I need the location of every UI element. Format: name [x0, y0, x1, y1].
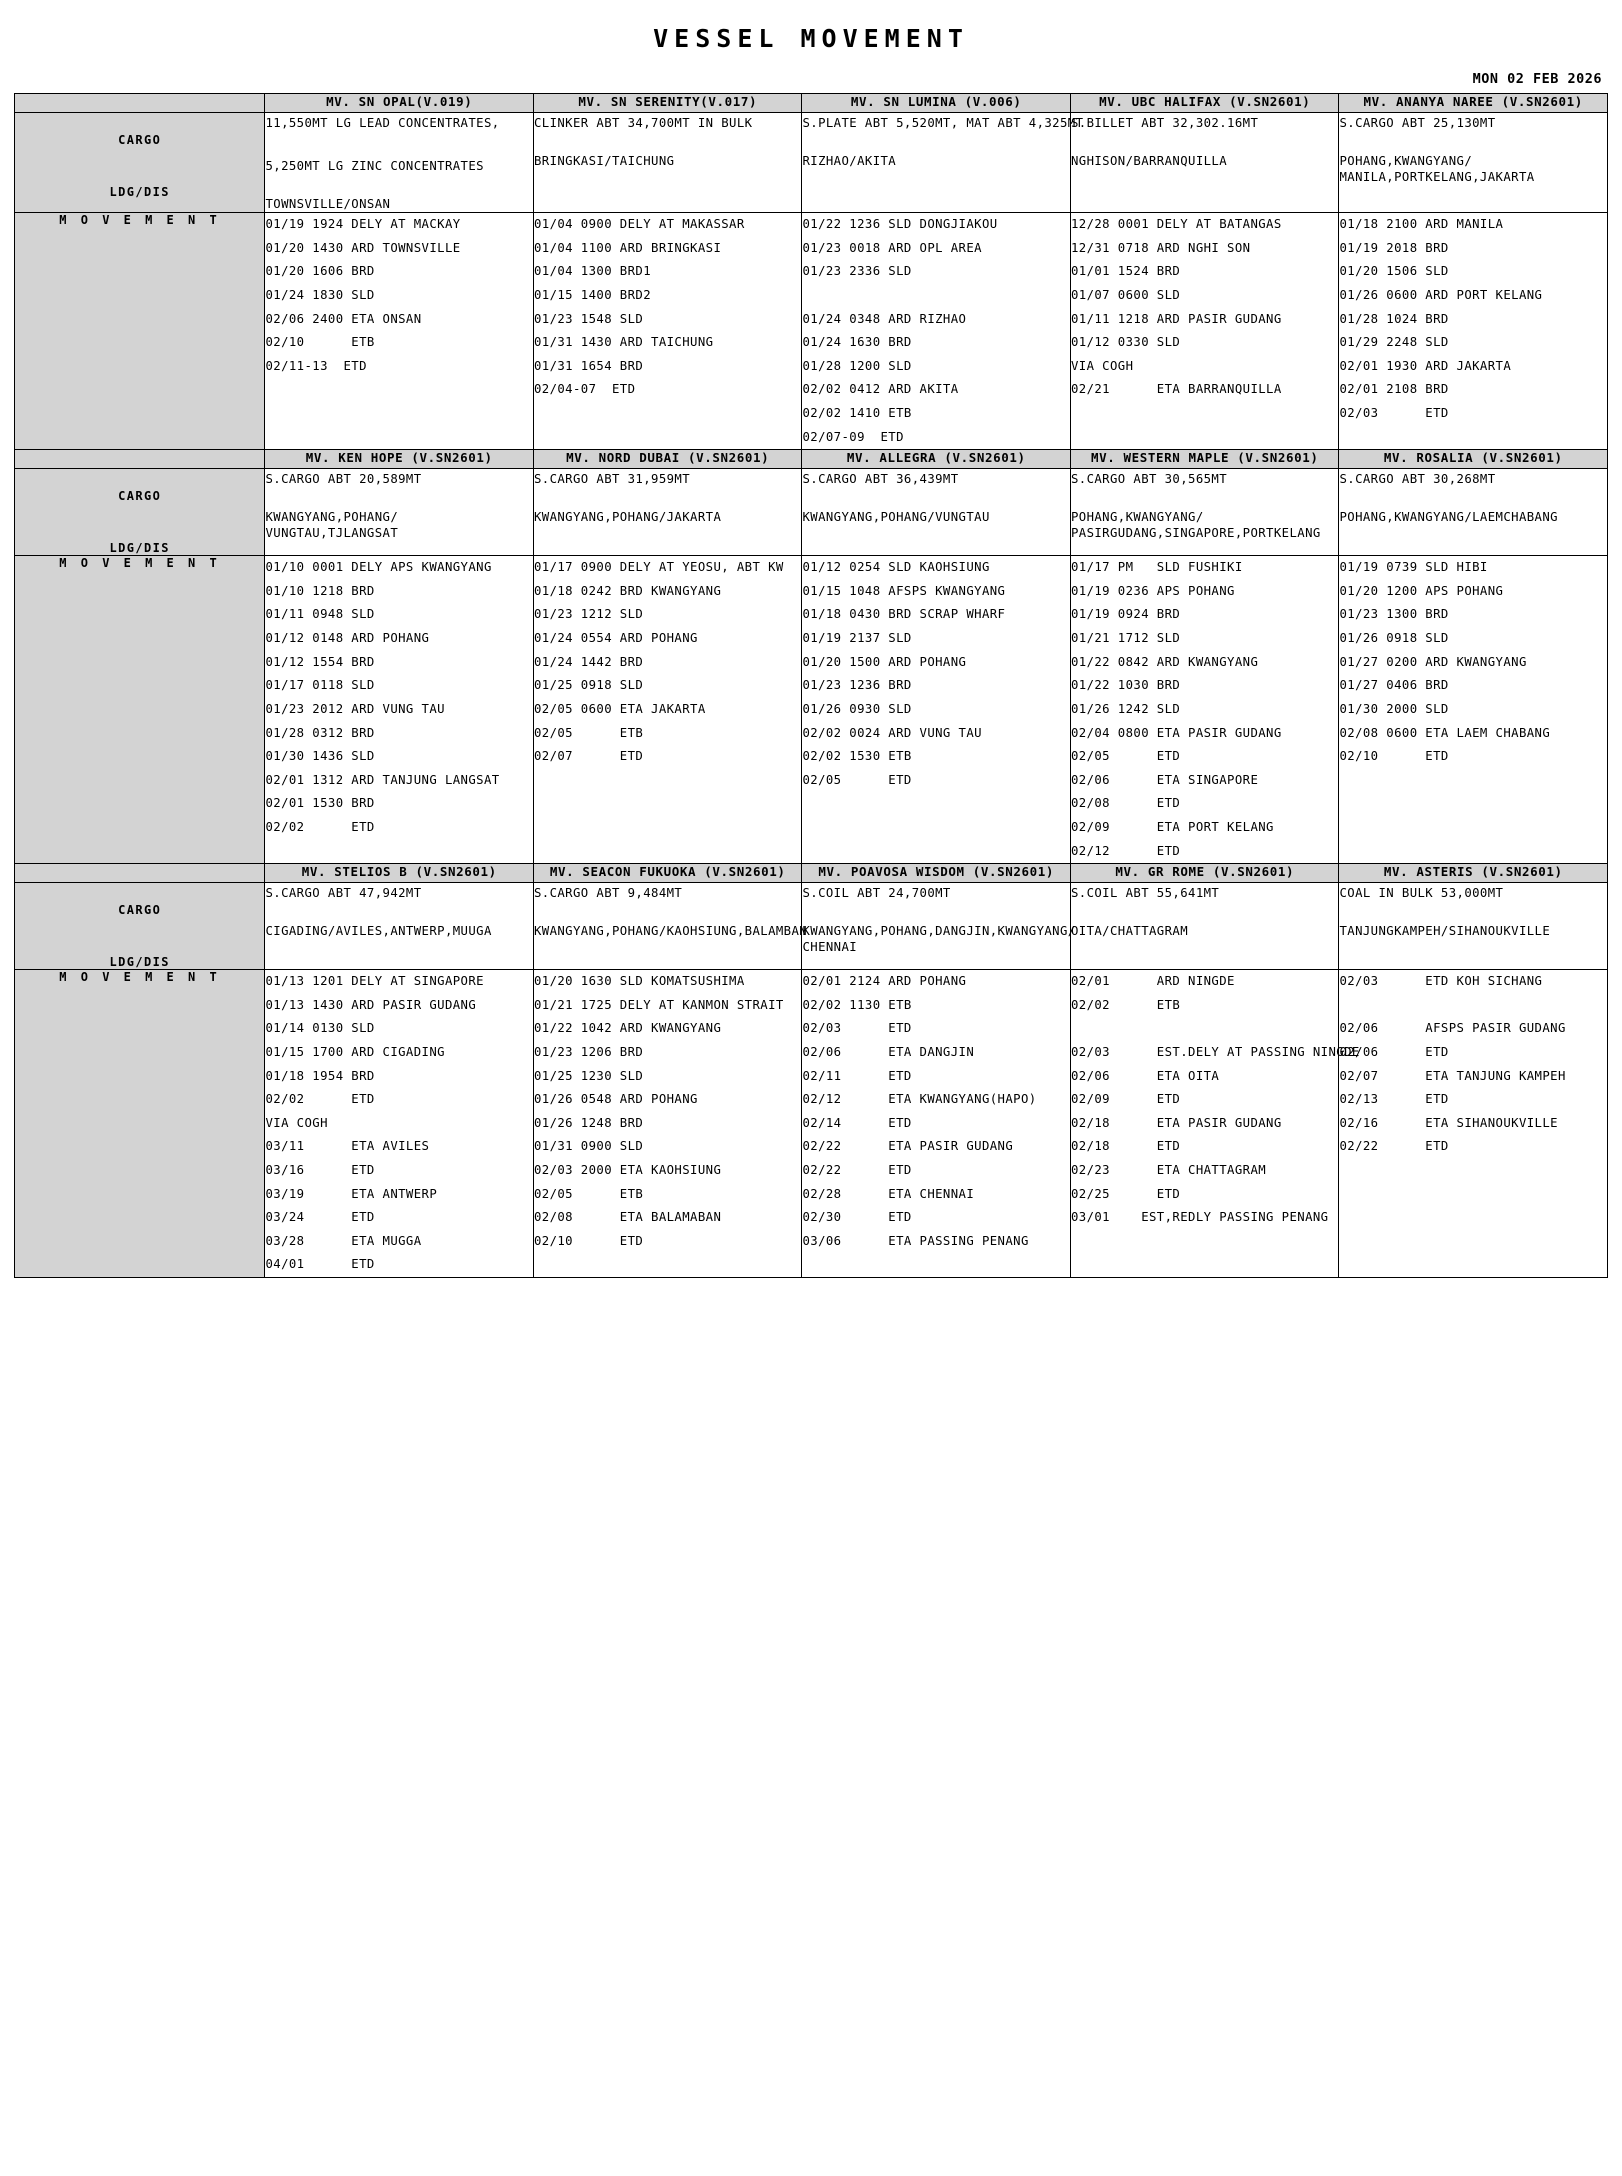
movement-line: 02/02 ETB [1070, 997, 1181, 1012]
movement-line: 02/12 ETA KWANGYANG(HAPO) [802, 1092, 1037, 1107]
movement-line: 01/13 1201 DELY AT SINGAPORE [265, 974, 484, 989]
movement-line: 01/01 1524 BRD [1070, 264, 1181, 279]
cargo-label-cell [15, 113, 265, 213]
movement-line: 02/03 ETD [802, 1021, 912, 1036]
movement-line: 02/05 ETB [533, 725, 644, 740]
movement-line: 01/18 1954 BRD [265, 1068, 375, 1083]
movement-line: 01/28 0312 BRD [265, 725, 375, 740]
vessel-name-header: MV. SN SERENITY(V.017) [533, 94, 802, 113]
movement-line: 02/25 ETD [1070, 1186, 1181, 1201]
cargo-cell [1339, 469, 1608, 556]
movement-line: 02/05 ETD [1070, 749, 1181, 764]
movement-label: M O V E M E N T [59, 556, 221, 571]
movement-line: 02/02 ETD [265, 819, 375, 834]
ldg-dis-line: KWANGYANG,POHANG/VUNGTAU [802, 509, 990, 524]
movement-line: 01/28 1024 BRD [1339, 311, 1449, 326]
movement-line [1071, 1017, 1339, 1041]
movement-line: 01/22 0842 ARD KWANGYANG [1070, 654, 1259, 669]
movement-line: 01/20 1500 ARD POHANG [802, 654, 967, 669]
movement-line: 01/04 0900 DELY AT MAKASSAR [533, 217, 745, 232]
movement-line: 02/06 AFSPS PASIR GUDANG [1339, 1021, 1566, 1036]
movement-line: 01/26 1242 SLD [1070, 701, 1181, 716]
movement-line: 02/06 ETA SINGAPORE [1070, 772, 1259, 787]
movement-line: 01/20 1606 BRD [265, 264, 375, 279]
vessel-name-header: MV. UBC HALIFAX (V.SN2601) [1070, 94, 1339, 113]
vessel-name-header: MV. KEN HOPE (V.SN2601) [265, 450, 534, 469]
ldg-dis-ports [802, 153, 1070, 170]
movement-line: 01/13 1430 ARD PASIR GUDANG [265, 997, 477, 1012]
movement-line: 02/06 2400 ETA ONSAN [265, 311, 422, 326]
movement-line: 02/04 0800 ETA PASIR GUDANG [1070, 725, 1282, 740]
movement-line: 01/19 2137 SLD [802, 631, 912, 646]
cargo-cell [265, 883, 534, 970]
movement-line: 01/10 1218 BRD [265, 583, 375, 598]
movement-line: 02/10 ETB [265, 335, 375, 350]
movement-label: M O V E M E N T [59, 970, 221, 985]
cargo-row [15, 883, 1608, 970]
cargo-line: S.CARGO ABT 47,942MT [265, 886, 422, 901]
movement-label-cell [15, 970, 265, 1278]
movement-line: 02/01 ARD NINGDE [1070, 974, 1235, 989]
cargo-row [15, 113, 1608, 213]
ldg-dis-ports [1339, 153, 1607, 186]
cargo-description [802, 469, 1070, 491]
movement-line: 01/20 1200 APS POHANG [1339, 583, 1504, 598]
cargo-description [534, 469, 802, 491]
report-date: MON 02 FEB 2026 [1472, 71, 1602, 87]
movement-line: 01/20 1506 SLD [1339, 264, 1449, 279]
vessel-name-header: MV. SN LUMINA (V.006) [802, 94, 1071, 113]
movement-line: 02/07 ETD [533, 749, 644, 764]
movement-line: 01/25 1230 SLD [533, 1068, 644, 1083]
movement-line: 02/04-07 ETD [533, 382, 636, 397]
cargo-cell [533, 469, 802, 556]
ldg-dis-line: PASIRGUDANG,SINGAPORE,PORTKELANG [1070, 526, 1321, 541]
movement-line: 02/01 1530 BRD [265, 796, 375, 811]
cargo-line: S.CARGO ABT 20,589MT [265, 472, 422, 487]
ldg-dis-line: OITA/CHATTAGRAM [1070, 923, 1189, 938]
cargo-line: S.COIL ABT 24,700MT [802, 886, 951, 901]
movement-line: 03/16 ETD [265, 1163, 375, 1178]
ldg-dis-ports [802, 509, 1070, 526]
movement-line: 02/16 ETA SIHANOUKVILLE [1339, 1115, 1558, 1130]
movement-line: 01/19 0236 APS POHANG [1070, 583, 1235, 598]
movement-line: 01/18 0430 BRD SCRAP WHARF [802, 607, 1006, 622]
header-spacer-cell [15, 94, 265, 113]
movement-line: 12/28 0001 DELY AT BATANGAS [1070, 217, 1282, 232]
movement-line: 02/06 ETA OITA [1070, 1068, 1220, 1083]
movement-line: 01/19 2018 BRD [1339, 240, 1449, 255]
ldg-dis-label: LDG/DIS [109, 185, 170, 199]
movement-line: 02/03 ETD [1339, 406, 1449, 421]
movement-cell [265, 970, 534, 1278]
cargo-description [1071, 883, 1339, 905]
vessel-name-header: MV. WESTERN MAPLE (V.SN2601) [1070, 450, 1339, 469]
movement-line: 02/05 ETB [533, 1186, 644, 1201]
ldg-dis-ports [1071, 923, 1339, 940]
movement-cell [1339, 213, 1608, 450]
movement-row [15, 970, 1608, 1278]
movement-line: 01/07 0600 SLD [1070, 287, 1181, 302]
movement-cell [1339, 556, 1608, 864]
movement-line: 01/22 1236 SLD DONGJIAKOU [802, 217, 998, 232]
movement-cell [1070, 970, 1360, 1278]
cargo-cell [533, 113, 802, 213]
movement-cell [802, 213, 1071, 450]
movement-line: 01/24 1442 BRD [533, 654, 644, 669]
cargo-description [534, 883, 802, 905]
cargo-description [265, 113, 533, 178]
page-title: VESSEL MOVEMENT [653, 24, 969, 53]
movement-line: 03/01 EST,REDLY PASSING PENANG [1070, 1210, 1329, 1225]
cargo-description [1339, 469, 1607, 491]
movement-line: 01/23 2012 ARD VUNG TAU [265, 701, 445, 716]
cargo-description [534, 113, 802, 135]
cargo-description [802, 883, 1070, 905]
movement-line: 03/24 ETD [265, 1210, 375, 1225]
movement-cell [533, 556, 802, 864]
movement-cell [533, 213, 802, 450]
movement-line: 01/24 1630 BRD [802, 335, 912, 350]
movement-line: 02/03 EST.DELY AT PASSING NINGDE [1070, 1044, 1360, 1059]
vessel-header-row [15, 864, 1608, 883]
cargo-label: CARGO [118, 133, 162, 147]
movement-line: 01/15 1048 AFSPS KWANGYANG [802, 583, 1006, 598]
movement-line: 01/12 0254 SLD KAOHSIUNG [802, 560, 990, 575]
movement-cell [265, 556, 534, 864]
movement-line: 02/10 ETD [533, 1233, 644, 1248]
cargo-line: S.CARGO ABT 30,268MT [1339, 472, 1496, 487]
ldg-dis-line: VUNGTAU,TJLANGSAT [265, 526, 399, 541]
movement-line: 01/04 1300 BRD1 [533, 264, 652, 279]
vessel-name-header: MV. SEACON FUKUOKA (V.SN2601) [533, 864, 802, 883]
cargo-cell [1070, 113, 1339, 213]
cargo-label: CARGO [118, 489, 162, 504]
ldg-dis-ports [1339, 509, 1607, 526]
ldg-dis-ports [802, 923, 1076, 956]
vessel-name-header: MV. ALLEGRA (V.SN2601) [802, 450, 1071, 469]
movement-line: 02/02 0412 ARD AKITA [802, 382, 959, 397]
ldg-dis-ports [533, 923, 808, 940]
movement-line: 02/05 ETD [802, 772, 912, 787]
cargo-line: COAL IN BULK 53,000MT [1339, 886, 1504, 901]
cargo-row [15, 469, 1608, 556]
ldg-dis-line: CHENNAI [802, 940, 858, 955]
header-spacer-cell [15, 450, 265, 469]
movement-line: 02/03 2000 ETA KAOHSIUNG [533, 1163, 722, 1178]
movement-line: 01/21 1712 SLD [1070, 631, 1181, 646]
cargo-line: S.CARGO ABT 9,484MT [533, 886, 683, 901]
movement-line: 02/05 0600 ETA JAKARTA [533, 701, 706, 716]
cargo-line: S.CARGO ABT 31,959MT [533, 472, 691, 487]
movement-line: 02/01 1312 ARD TANJUNG LANGSAT [265, 772, 500, 787]
vessel-name-header: MV. STELIOS B (V.SN2601) [265, 864, 534, 883]
movement-row [15, 213, 1608, 450]
ldg-dis-line: KWANGYANG,POHANG/ [265, 509, 399, 524]
ldg-dis-line: CIGADING/AVILES,ANTWERP,MUUGA [265, 923, 492, 938]
movement-line: 02/08 ETD [1070, 796, 1181, 811]
movement-line: 01/17 0900 DELY AT YEOSU, ABT KW [533, 560, 784, 575]
movement-line: 01/31 0900 SLD [533, 1139, 644, 1154]
movement-line: 02/02 0024 ARD VUNG TAU [802, 725, 982, 740]
cargo-cell [1339, 113, 1608, 213]
cargo-description [265, 469, 533, 491]
ldg-dis-line: BRINGKASI/TAICHUNG [533, 153, 675, 168]
movement-line: 02/22 ETD [802, 1163, 912, 1178]
movement-label-cell [15, 213, 265, 450]
movement-line: 01/20 1630 SLD KOMATSUSHIMA [533, 974, 745, 989]
movement-line: 01/29 2248 SLD [1339, 335, 1449, 350]
movement-line: 01/12 0330 SLD [1070, 335, 1181, 350]
cargo-line: S.COIL ABT 55,641MT [1070, 886, 1220, 901]
movement-row [15, 556, 1608, 864]
movement-line: 02/02 1530 ETB [802, 749, 912, 764]
movement-cell [1070, 213, 1339, 450]
movement-line: 02/01 2108 BRD [1339, 382, 1449, 397]
movement-line: 02/06 ETA DANGJIN [802, 1044, 975, 1059]
movement-line: 01/15 1400 BRD2 [533, 287, 652, 302]
ldg-dis-label: LDG/DIS [109, 541, 170, 556]
ldg-dis-ports [534, 153, 802, 170]
movement-line: 02/21 ETA BARRANQUILLA [1070, 382, 1282, 397]
movement-line: 03/28 ETA MUGGA [265, 1233, 422, 1248]
movement-line: 01/15 1700 ARD CIGADING [265, 1044, 445, 1059]
movement-line: 01/31 1654 BRD [533, 358, 644, 373]
ldg-dis-line: TOWNSVILLE/ONSAN [265, 196, 391, 211]
movement-line: 01/10 0001 DELY APS KWANGYANG [265, 560, 492, 575]
movement-line: 01/28 1200 SLD [802, 358, 912, 373]
vessel-name-header: MV. NORD DUBAI (V.SN2601) [533, 450, 802, 469]
ldg-dis-line: KWANGYANG,POHANG,DANGJIN,KWANGYANG/ [802, 923, 1076, 938]
movement-label-cell [15, 556, 265, 864]
ldg-dis-line: KWANGYANG,POHANG/JAKARTA [533, 509, 722, 524]
movement-line: 01/22 1030 BRD [1070, 678, 1181, 693]
cargo-line: 5,250MT LG ZINC CONCENTRATES [265, 159, 484, 174]
cargo-description [1339, 113, 1607, 135]
cargo-description [802, 113, 1084, 135]
movement-cell [802, 556, 1071, 864]
ldg-dis-line: RIZHAO/AKITA [802, 153, 897, 168]
movement-line: 04/01 ETD [265, 1257, 375, 1272]
movement-line: 01/27 0406 BRD [1339, 678, 1449, 693]
movement-cell [533, 970, 802, 1278]
ldg-dis-line: KWANGYANG,POHANG/KAOHSIUNG,BALAMBAN [533, 923, 808, 938]
vessel-name-header: MV. GR ROME (V.SN2601) [1070, 864, 1339, 883]
movement-line: 12/31 0718 ARD NGHI SON [1070, 240, 1251, 255]
movement-line: 01/20 1430 ARD TOWNSVILLE [265, 240, 461, 255]
cargo-cell [802, 113, 1084, 213]
movement-line: 02/08 ETA BALAMABAN [533, 1210, 722, 1225]
movement-line: 02/11-13 ETD [265, 358, 367, 373]
ldg-dis-line: MANILA,PORTKELANG,JAKARTA [1339, 170, 1535, 185]
cargo-line: S.BILLET ABT 32,302.16MT [1070, 116, 1259, 130]
movement-line: 03/11 ETA AVILES [265, 1139, 430, 1154]
cargo-description [265, 883, 533, 905]
ldg-dis-line: POHANG,KWANGYANG/ [1339, 153, 1473, 168]
movement-line: 01/23 1300 BRD [1339, 607, 1449, 622]
ldg-dis-ports [1071, 153, 1339, 170]
movement-line: 01/26 0548 ARD POHANG [533, 1092, 698, 1107]
movement-line: 02/02 1130 ETB [802, 997, 912, 1012]
movement-line: 01/23 0018 ARD OPL AREA [802, 240, 982, 255]
movement-line: 02/14 ETD [802, 1115, 912, 1130]
ldg-dis-line: TANJUNGKAMPEH/SIHANOUKVILLE [1339, 923, 1551, 938]
movement-line: 02/18 ETD [1070, 1139, 1181, 1154]
movement-line: 01/23 2336 SLD [802, 264, 912, 279]
movement-line: 01/30 1436 SLD [265, 749, 375, 764]
movement-line: 01/30 2000 SLD [1339, 701, 1449, 716]
movement-line: 02/09 ETA PORT KELANG [1070, 819, 1274, 834]
ldg-dis-ports [265, 196, 533, 213]
movement-line: 01/21 1725 DELY AT KANMON STRAIT [533, 997, 784, 1012]
vessel-header-row [15, 94, 1608, 113]
movement-line: 02/11 ETD [802, 1068, 912, 1083]
ldg-dis-label: LDG/DIS [109, 955, 170, 970]
movement-line: 02/02 1410 ETB [802, 406, 912, 421]
vessel-name-header: MV. ANANYA NAREE (V.SN2601) [1339, 94, 1608, 113]
vessel-name-header: MV. SN OPAL(V.019) [265, 94, 534, 113]
ldg-dis-ports [265, 923, 533, 940]
movement-line: 03/19 ETA ANTWERP [265, 1186, 438, 1201]
movement-line: 01/19 1924 DELY AT MACKAY [265, 217, 461, 232]
movement-line: 02/28 ETA CHENNAI [802, 1186, 975, 1201]
movement-line: 02/01 1930 ARD JAKARTA [1339, 358, 1512, 373]
ldg-dis-line: NGHISON/BARRANQUILLA [1070, 153, 1228, 168]
movement-line: 01/23 1212 SLD [533, 607, 644, 622]
movement-line: 01/23 1548 SLD [533, 311, 644, 326]
movement-line: 02/12 ETD [1070, 843, 1181, 858]
cargo-line [265, 135, 533, 157]
ldg-dis-ports [1339, 923, 1607, 940]
movement-line [1339, 994, 1607, 1018]
vessel-movement-table [14, 93, 1608, 1278]
movement-line: 01/11 0948 SLD [265, 607, 375, 622]
movement-line: 01/26 0918 SLD [1339, 631, 1449, 646]
movement-line: 01/11 1218 ARD PASIR GUDANG [1070, 311, 1282, 326]
cargo-label: CARGO [118, 903, 162, 918]
movement-line: 01/17 0118 SLD [265, 678, 375, 693]
movement-line: 01/17 PM SLD FUSHIKI [1070, 560, 1243, 575]
movement-line: 02/07 ETA TANJUNG KAMPEH [1339, 1068, 1566, 1083]
movement-line: 01/24 0348 ARD RIZHAO [802, 311, 967, 326]
movement-line: 02/13 ETD [1339, 1092, 1449, 1107]
cargo-line: 11,550MT LG LEAD CONCENTRATES, [265, 116, 500, 130]
movement-line: 02/18 ETA PASIR GUDANG [1070, 1115, 1282, 1130]
movement-line: 02/03 ETD KOH SICHANG [1339, 974, 1543, 989]
movement-line: 01/18 0242 BRD KWANGYANG [533, 583, 722, 598]
movement-line: 01/14 0130 SLD [265, 1021, 375, 1036]
header-spacer-cell [15, 864, 265, 883]
movement-line: 01/26 0930 SLD [802, 701, 912, 716]
movement-line: 02/30 ETD [802, 1210, 912, 1225]
vessel-header-row [15, 450, 1608, 469]
movement-line: 02/22 ETD [1339, 1139, 1449, 1154]
movement-line: 03/06 ETA PASSING PENANG [802, 1233, 1029, 1248]
ldg-dis-ports [1071, 509, 1339, 542]
movement-line: 01/27 0200 ARD KWANGYANG [1339, 654, 1527, 669]
vessel-name-header: MV. ASTERIS (V.SN2601) [1339, 864, 1608, 883]
cargo-line: S.CARGO ABT 25,130MT [1339, 116, 1496, 130]
movement-line: 01/25 0918 SLD [533, 678, 644, 693]
movement-label: M O V E M E N T [59, 213, 221, 228]
cargo-line: S.PLATE ABT 5,520MT, MAT ABT 4,325MT [802, 116, 1084, 130]
cargo-cell [265, 113, 534, 213]
movement-line: 01/24 1830 SLD [265, 287, 375, 302]
cargo-line: CLINKER ABT 34,700MT IN BULK [533, 116, 753, 130]
cargo-line: S.CARGO ABT 36,439MT [802, 472, 959, 487]
movement-line: 02/09 ETD [1070, 1092, 1181, 1107]
movement-line: VIA COGH [1070, 358, 1134, 373]
cargo-cell [1070, 469, 1339, 556]
movement-cell [1339, 970, 1608, 1278]
cargo-line: S.CARGO ABT 30,565MT [1070, 472, 1228, 487]
movement-line: 01/12 0148 ARD POHANG [265, 631, 430, 646]
ldg-dis-line: POHANG,KWANGYANG/LAEMCHABANG [1339, 509, 1558, 524]
movement-line: 01/18 2100 ARD MANILA [1339, 217, 1504, 232]
cargo-cell [1339, 883, 1608, 970]
cargo-cell [802, 469, 1071, 556]
vessel-name-header: MV. ROSALIA (V.SN2601) [1339, 450, 1608, 469]
movement-line: 02/02 ETD [265, 1092, 375, 1107]
movement-line: 01/12 1554 BRD [265, 654, 375, 669]
movement-cell [802, 970, 1071, 1278]
cargo-label-cell [15, 883, 265, 970]
movement-cell [265, 213, 534, 450]
movement-line: 01/23 1206 BRD [533, 1044, 644, 1059]
movement-line: 01/23 1236 BRD [802, 678, 912, 693]
movement-line: 02/07-09 ETD [802, 429, 904, 444]
ldg-dis-ports [265, 509, 533, 542]
ldg-dis-ports [534, 509, 802, 526]
movement-line: 02/10 ETD [1339, 749, 1449, 764]
ldg-dis-line: POHANG,KWANGYANG/ [1070, 509, 1204, 524]
cargo-label-cell [15, 469, 265, 556]
movement-line: 02/08 0600 ETA LAEM CHABANG [1339, 725, 1551, 740]
movement-line [802, 284, 1070, 308]
movement-line: 01/04 1100 ARD BRINGKASI [533, 240, 722, 255]
movement-line: 01/24 0554 ARD POHANG [533, 631, 698, 646]
movement-line: 02/22 ETA PASIR GUDANG [802, 1139, 1014, 1154]
movement-line: 02/06 ETD [1339, 1044, 1449, 1059]
movement-cell [1070, 556, 1339, 864]
movement-line: 02/01 2124 ARD POHANG [802, 974, 967, 989]
cargo-cell [802, 883, 1076, 970]
movement-line: 01/26 0600 ARD PORT KELANG [1339, 287, 1543, 302]
movement-line: VIA COGH [265, 1115, 328, 1130]
movement-line: 02/23 ETA CHATTAGRAM [1070, 1163, 1267, 1178]
cargo-description [1071, 113, 1339, 135]
movement-line: 01/22 1042 ARD KWANGYANG [533, 1021, 722, 1036]
movement-line: 01/31 1430 ARD TAICHUNG [533, 335, 714, 350]
movement-line: 01/26 1248 BRD [533, 1115, 644, 1130]
cargo-description [1071, 469, 1339, 491]
cargo-cell [1070, 883, 1339, 970]
vessel-name-header: MV. POAVOSA WISDOM (V.SN2601) [802, 864, 1071, 883]
cargo-cell [265, 469, 534, 556]
movement-line: 01/19 0924 BRD [1070, 607, 1181, 622]
movement-line: 01/19 0739 SLD HIBI [1339, 560, 1488, 575]
cargo-description [1339, 883, 1607, 905]
cargo-cell [533, 883, 808, 970]
